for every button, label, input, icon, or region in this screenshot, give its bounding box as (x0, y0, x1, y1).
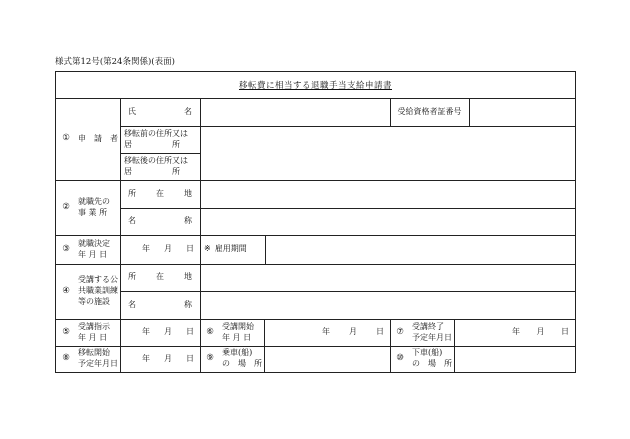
number-1: ① (62, 133, 70, 144)
c7-month: 月 (536, 327, 545, 337)
c5-year: 年 (142, 327, 150, 337)
employer-name-label (120, 208, 200, 235)
c6-day: 日 (376, 327, 384, 337)
employer-label-cell (56, 180, 120, 235)
address-after-label (120, 153, 200, 180)
cert-number-label (390, 98, 469, 126)
employment-period-text: 雇用期間 (214, 244, 247, 254)
loc-c: 地 (184, 188, 192, 198)
f-name-b: 称 (184, 299, 192, 309)
c5-day: 日 (186, 327, 194, 337)
number-9: ⑨ (206, 353, 214, 364)
day-mark: 日 (186, 244, 194, 254)
facility-location-field[interactable] (200, 264, 575, 291)
year-mark: 年 (142, 244, 150, 254)
boarding-place-field[interactable] (264, 346, 390, 372)
boarding-place-label (200, 346, 264, 372)
name-label-b: 名 (184, 106, 192, 116)
number-3: ③ (62, 243, 70, 254)
facility-location-label (120, 264, 200, 291)
facility-label-line2: 共職業訓練 (78, 286, 118, 296)
cert-number-field[interactable] (469, 98, 575, 126)
name-field[interactable] (200, 98, 390, 126)
number-8: ⑧ (62, 353, 70, 364)
c6-month: 月 (349, 327, 357, 337)
address-after-field[interactable] (200, 153, 575, 180)
address-before-label (120, 126, 200, 153)
alighting-place-field[interactable] (454, 346, 575, 372)
applicant-label-cell (56, 98, 120, 180)
l8-line1: 移転開始 (78, 348, 110, 358)
name-b: 称 (184, 216, 192, 226)
facility-label-cell (56, 264, 120, 319)
address-before-line2: 居 所 (124, 139, 180, 149)
f-name-a: 名 (128, 299, 136, 309)
address-before-line1: 移転前の住所又は (124, 128, 188, 138)
employer-label-line1: 就職先の (78, 196, 110, 206)
course-end-label (390, 319, 454, 346)
course-end-date[interactable] (454, 319, 575, 346)
course-start-date[interactable] (264, 319, 390, 346)
f-loc-a: 所 (128, 272, 136, 282)
employment-period-field[interactable] (265, 235, 575, 264)
l10-line2: の 場 所 (412, 359, 452, 368)
moving-start-date[interactable] (120, 346, 200, 372)
l7-line2: 予定年月日 (412, 332, 452, 342)
l7-line1: 受講終了 (412, 321, 444, 331)
number-6: ⑥ (206, 326, 214, 337)
form-title-row (56, 72, 575, 99)
address-after-line1: 移転後の住所又は (124, 155, 188, 165)
l10-line1: 下車(船) (412, 348, 443, 358)
cert-number-label-text: 受給資格者証番号 (397, 106, 462, 116)
employer-name-field[interactable] (200, 208, 575, 235)
c5-month: 月 (164, 327, 172, 337)
name-label-cell (120, 98, 200, 126)
form-title: 移転費に相当する退職手当支給申請書 (238, 81, 392, 91)
alighting-place-label (390, 346, 454, 372)
l6-line1: 受講開始 (222, 321, 254, 331)
month-mark: 月 (164, 244, 172, 254)
number-7: ⑦ (396, 326, 404, 337)
loc-b: 在 (156, 188, 164, 198)
l9-line1: 乗車(船) (222, 348, 253, 358)
decision-label-line2: 年 月 日 (78, 249, 108, 259)
asterisk-mark: ※ (204, 244, 211, 254)
l8-line2: 予定年月日 (78, 359, 118, 368)
employer-location-field[interactable] (200, 180, 575, 208)
facility-label-line3: 等の施設 (78, 296, 110, 306)
facility-name-label (120, 291, 200, 319)
c7-year: 年 (512, 327, 520, 337)
f-loc-c: 地 (184, 272, 192, 282)
l6-line2: 年 月 日 (222, 332, 252, 342)
m8-month: 月 (164, 353, 172, 363)
l5-line1: 受講指示 (78, 321, 110, 331)
course-instruction-label (56, 319, 120, 346)
form-caption: 様式第12号(第24条関係)(表面) (55, 57, 175, 67)
decision-label-cell (56, 235, 120, 264)
name-label-a: 氏 (128, 106, 136, 116)
m8-year: 年 (142, 353, 150, 363)
loc-a: 所 (128, 188, 136, 198)
m8-day: 日 (186, 353, 194, 363)
number-5: ⑤ (62, 326, 70, 337)
number-4: ④ (62, 285, 70, 296)
address-after-line2: 居 所 (124, 166, 180, 176)
number-2: ② (62, 201, 70, 212)
l5-line2: 年 月 日 (78, 332, 108, 342)
course-instruction-date[interactable] (120, 319, 200, 346)
decision-label-line1: 就職決定 (78, 238, 110, 248)
employer-label-line2: 事 業 所 (78, 207, 108, 217)
employment-period-label (200, 235, 265, 264)
l9-line2: の 場 所 (222, 359, 262, 368)
facility-label-line1: 受講する公 (78, 275, 118, 285)
decision-date-field[interactable] (120, 235, 200, 264)
applicant-label: 申 請 者 (78, 133, 118, 143)
f-loc-b: 在 (156, 272, 164, 282)
c6-year: 年 (322, 327, 330, 337)
application-form (55, 71, 576, 373)
c7-day: 日 (561, 327, 569, 337)
course-start-label (200, 319, 264, 346)
name-a: 名 (128, 216, 136, 226)
employer-location-label (120, 180, 200, 208)
moving-start-label (56, 346, 120, 372)
number-10: ⑩ (396, 353, 404, 364)
address-before-field[interactable] (200, 126, 575, 153)
facility-name-field[interactable] (200, 291, 575, 319)
